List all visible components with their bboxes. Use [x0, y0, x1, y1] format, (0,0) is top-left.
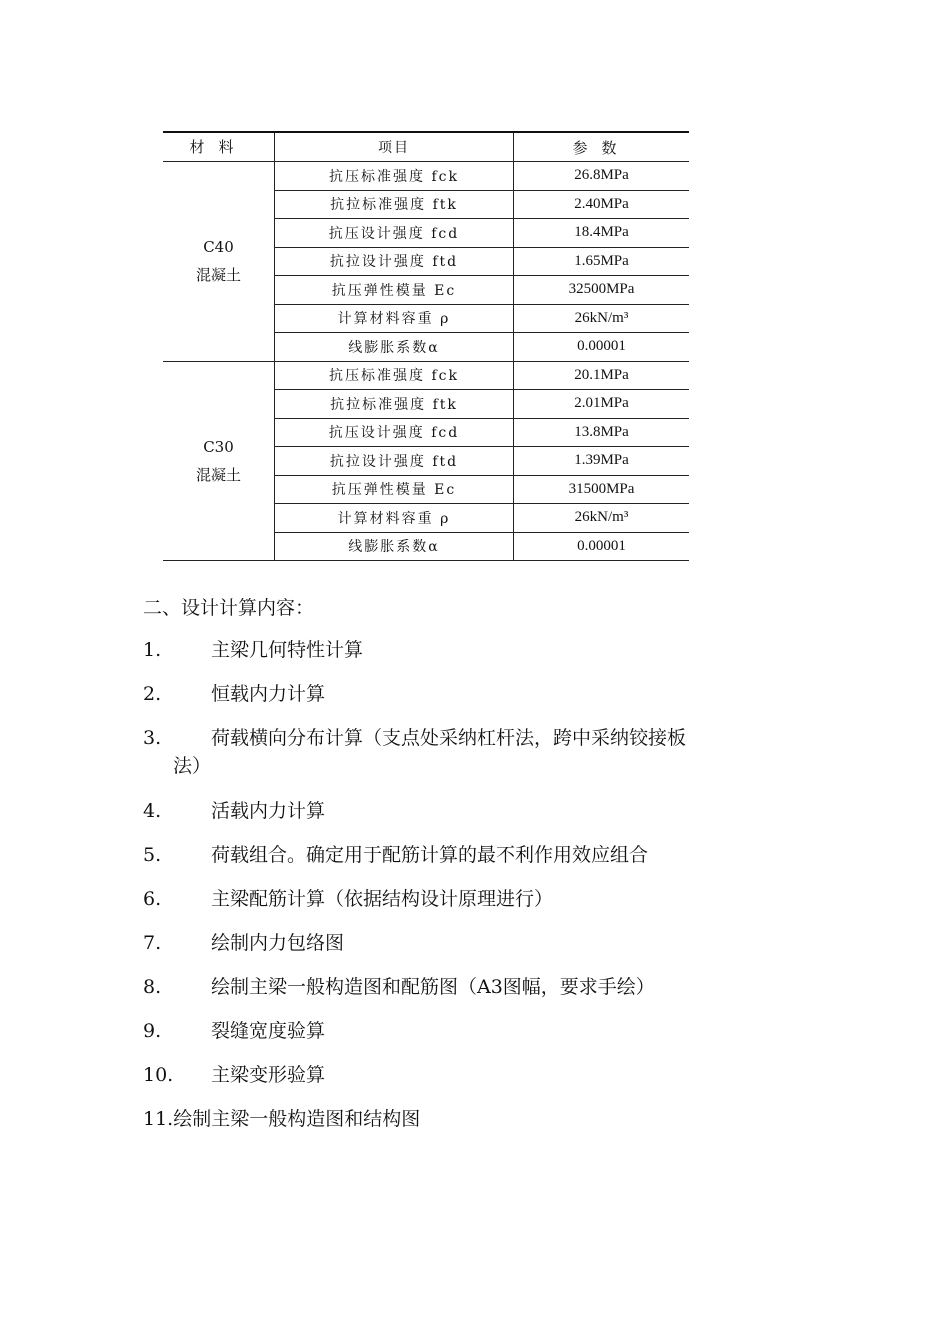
task-item: [143, 885, 823, 913]
task-text: 绘制内力包络图: [211, 932, 345, 954]
task-item: [143, 797, 823, 825]
value-cell: 20.1MPa: [514, 361, 690, 390]
item-cell: 抗压设计强度 fcd: [275, 418, 514, 447]
task-text: 荷载横向分布计算（支点处采纳杠杆法，跨中采纳铰接板: [211, 727, 687, 749]
material-parameters-table: [163, 131, 689, 561]
material-type: 混凝土: [195, 266, 241, 285]
value-cell: 31500MPa: [514, 475, 690, 504]
task-item: [143, 1105, 823, 1133]
task-number: 3.: [143, 727, 162, 749]
material-type: 混凝土: [195, 465, 241, 484]
task-text: 主梁变形验算: [211, 1064, 326, 1086]
task-item: [143, 973, 823, 1001]
task-text: 恒载内力计算: [211, 683, 326, 705]
task-text: 主梁几何特性计算: [211, 639, 364, 661]
header-value: 参数: [514, 132, 690, 162]
task-text: 荷载组合。确定用于配筋计算的最不利作用效应组合: [211, 844, 649, 866]
item-cell: 抗拉标准强度 ftk: [275, 190, 514, 219]
task-number: 6.: [143, 888, 162, 910]
item-cell: 抗压标准强度 fck: [275, 162, 514, 191]
task-text: 裂缝宽度验算: [211, 1020, 326, 1042]
item-cell: 抗拉设计强度 ftd: [275, 447, 514, 476]
material-cell: [163, 162, 275, 362]
task-text: 绘制主梁一般构造图和配筋图（A3图幅，要求手绘）: [211, 976, 655, 998]
task-item: [143, 636, 823, 664]
value-cell: 1.65MPa: [514, 247, 690, 276]
header-material: 材料: [163, 132, 275, 162]
header-item: 项目: [275, 132, 514, 162]
task-item: [143, 841, 823, 869]
material-grade: C40: [203, 238, 234, 257]
material-grade: C30: [203, 437, 234, 456]
task-text-continuation: 法）: [173, 755, 212, 777]
value-cell: 26kN/m³: [514, 504, 690, 533]
task-item: [143, 724, 823, 780]
value-cell: 2.01MPa: [514, 390, 690, 419]
value-cell: 0.00001: [514, 333, 690, 362]
item-cell: 抗拉设计强度 ftd: [275, 247, 514, 276]
item-cell: 抗拉标准强度 ftk: [275, 390, 514, 419]
value-cell: 13.8MPa: [514, 418, 690, 447]
task-number: 5.: [143, 844, 162, 866]
task-number: 8.: [143, 976, 162, 998]
table-row: [163, 361, 689, 390]
item-cell: 抗压弹性模量 Ec: [275, 276, 514, 305]
item-cell: 抗压标准强度 fck: [275, 361, 514, 390]
item-cell: 线膨胀系数α: [275, 333, 514, 362]
value-cell: 26kN/m³: [514, 304, 690, 333]
task-number: 10.: [143, 1064, 174, 1086]
item-cell: 抗压弹性模量 Ec: [275, 475, 514, 504]
task-text: 活载内力计算: [211, 800, 326, 822]
task-item: [143, 929, 823, 957]
item-cell: 计算材料容重 ρ: [275, 504, 514, 533]
task-number: 7.: [143, 932, 162, 954]
table-header-row: [163, 132, 689, 162]
material-cell: [163, 361, 275, 561]
value-cell: 0.00001: [514, 532, 690, 561]
section-title: 二、设计计算内容：: [143, 597, 315, 619]
value-cell: 2.40MPa: [514, 190, 690, 219]
task-number: 2.: [143, 683, 162, 705]
item-cell: 线膨胀系数α: [275, 532, 514, 561]
value-cell: 26.8MPa: [514, 162, 690, 191]
item-cell: 抗压设计强度 fcd: [275, 219, 514, 248]
value-cell: 32500MPa: [514, 276, 690, 305]
task-item: [143, 1017, 823, 1045]
table-row: [163, 162, 689, 191]
task-number: 1.: [143, 639, 162, 661]
task-item: [143, 680, 823, 708]
task-text: 绘制主梁一般构造图和结构图: [173, 1108, 421, 1130]
task-item: [143, 1061, 823, 1089]
task-text: 主梁配筋计算（依据结构设计原理进行）: [211, 888, 554, 910]
value-cell: 18.4MPa: [514, 219, 690, 248]
task-number: 9.: [143, 1020, 162, 1042]
value-cell: 1.39MPa: [514, 447, 690, 476]
task-number: 11.: [143, 1108, 174, 1130]
task-number: 4.: [143, 800, 162, 822]
item-cell: 计算材料容重 ρ: [275, 304, 514, 333]
